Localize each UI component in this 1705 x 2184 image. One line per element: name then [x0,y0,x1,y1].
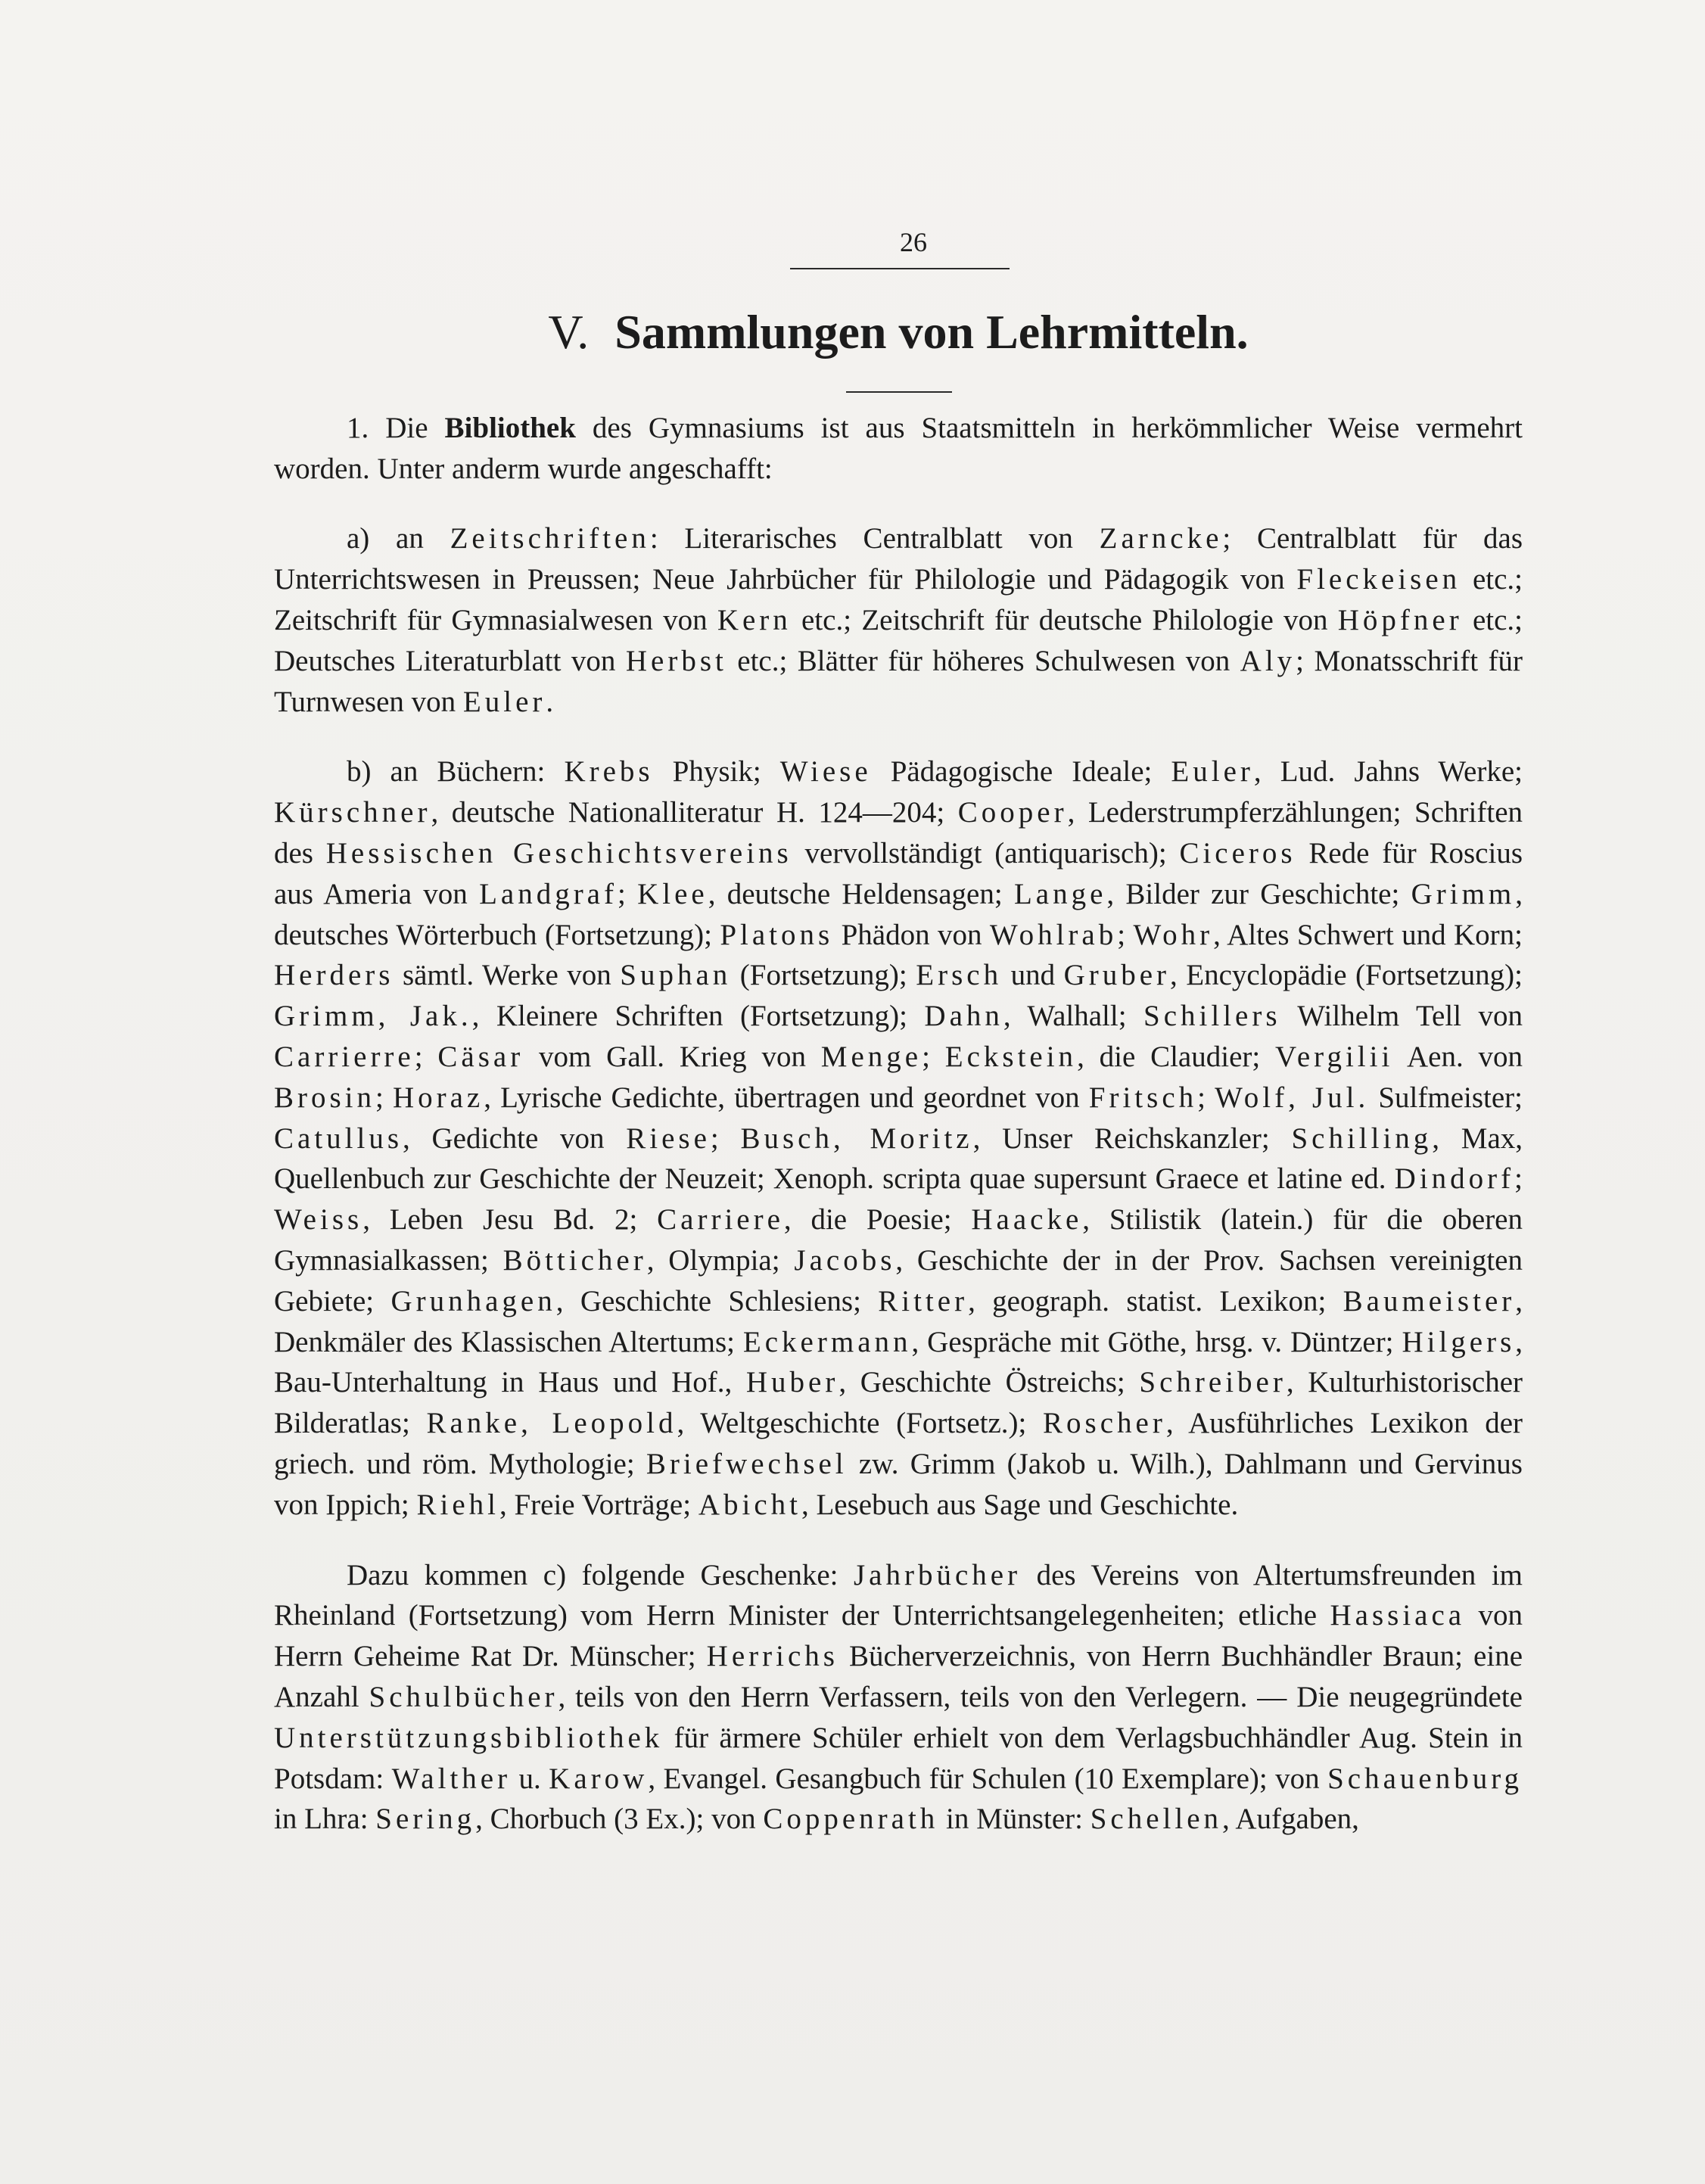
emphasized-name: Herders [274,959,394,992]
text-run: , Olympia; [646,1244,795,1277]
emphasized-name: Schilling [1291,1122,1433,1155]
text-run: (Fortsetzung); [731,959,916,992]
emphasized-name: Ranke, Leopold [426,1407,677,1440]
page-number: 26 [900,227,927,257]
emphasized-name: Landgraf [479,877,618,910]
emphasized-name: Zarncke [1099,522,1223,555]
text-run: , Gespräche mit Göthe, hrsg. v. Düntzer; [911,1325,1402,1358]
text-run: , Aufgaben, [1222,1803,1359,1836]
emphasized-name: Herrichs [706,1640,838,1673]
text-run: in Münster: [938,1803,1091,1836]
emphasized-name: Fritsch [1088,1081,1198,1114]
section-number: V. [548,305,590,359]
text-run: von Herrn Geheime Rat Dr. Münscher; [274,1599,1523,1673]
text-run: ; [922,1041,945,1074]
emphasized-name: Bötticher [502,1244,647,1277]
emphasized-name: Schreiber [1139,1366,1287,1399]
emphasized-name: Abicht [698,1488,801,1521]
text-run: etc.; Deutsches Literaturblatt von [274,604,1523,677]
emphasized-name: Walther [391,1762,512,1795]
emphasized-name: Herbst [625,644,727,677]
header-rule [790,268,1010,269]
section-heading [274,306,1523,359]
text-run: , Unser Reichskanzler; [972,1122,1292,1155]
text-run: , Kleinere Schriften (Fortsetzung); [471,1000,925,1033]
text-run: Phädon von [833,918,990,951]
text-run: , Lyrische Gedichte, übertragen und geordnet von [484,1081,1089,1114]
emphasized-name: Karow [549,1762,649,1795]
text-run: , Max, Quellenbuch zur Geschichte der Neuzeit; Xenoph. scripta quae supersunt Graece et latine ed. [274,1122,1523,1196]
text-run: , Weltgeschichte (Fortsetz.); [677,1407,1044,1440]
emphasized-name: Krebs [564,755,654,789]
text-run: etc.; Blätter für höheres Schulwesen von [726,644,1240,677]
text-run: ; [414,1041,438,1074]
text-run: Pädagogische Ideale; [871,755,1171,789]
emphasized-name: Grunhagen [390,1284,556,1318]
text-run: , Geschichte der in der Prov. Sachsen vereinigten Gebiete; [274,1244,1523,1318]
emphasized-name: Wolf, Jul. [1215,1081,1370,1114]
emphasized-name: Huber [745,1366,839,1399]
text-run: , Bilder zur Geschichte; [1106,877,1411,910]
emphasized-name: Schillers [1143,1000,1281,1033]
text-run: , Gedichte von [403,1122,627,1155]
text-run: , Geschichte Schlesiens; [555,1284,879,1318]
text-run: , Altes Schwert und Korn; [1213,918,1523,951]
text-run: , Freie Vorträge; [499,1488,698,1521]
emphasized-name: Lange [1013,877,1107,910]
emphasized-name: Roscher [1043,1407,1166,1440]
text-run: , deutsches Wörterbuch (Fortsetzung); [274,877,1523,951]
emphasized-name: Cäsar [437,1041,524,1074]
emphasized-name: Höpfner [1337,604,1463,637]
emphasized-name: Coppenrath [763,1803,939,1836]
text-run: ; [375,1081,393,1114]
emphasized-name: Cooper [957,796,1068,829]
text-run: , Stilistik (latein.) für die oberen Gymnasialkassen; [274,1203,1523,1277]
emphasized-name: Wohlrab [989,918,1118,951]
emphasized-name: Jacobs [794,1244,896,1277]
text-run: und [1002,959,1064,992]
text-run: Physik; [653,755,780,789]
emphasized-name: Kürschner [274,796,431,829]
text-run: , Leben Jesu Bd. 2; [362,1203,658,1237]
text-run: ; [1197,1081,1215,1114]
emphasized-name: Riehl [416,1488,499,1521]
emphasized-name: Wiese [779,755,872,789]
text-run: in Lhra: [274,1803,376,1836]
text-run: des Gymnasiums ist aus Staatsmitteln in herkömmlicher Weise vermehrt worden. Unter anderm wurde angeschafft: [274,411,1523,485]
text-run: Wilhelm Tell von [1280,1000,1523,1033]
emphasized-name: Vergilii [1275,1041,1394,1074]
emphasized-name: Carriere [657,1203,784,1237]
text-run: ; Monatsschrift für Turnwesen von [274,644,1523,718]
emphasized-name: Brosin [274,1081,376,1114]
text-run: etc.; Zeitschrift für Gymnasialwesen von [274,563,1523,637]
emphasized-name: Zeitschriften [450,522,650,555]
emphasized-name: Schellen [1090,1803,1223,1836]
text-run: u. [511,1762,549,1795]
text-run: , geograph. statist. Lexikon; [968,1284,1343,1318]
emphasized-name: Menge [820,1041,923,1074]
emphasized-name: Schulbücher [369,1680,558,1713]
text-run: a) an [347,522,450,555]
text-run: sämtl. Werke von [394,959,621,992]
text-run: etc.; Zeitschrift für deutsche Philologie von [791,604,1338,637]
section-title: Sammlungen von Lehrmitteln. [614,305,1249,359]
text-run: : Literarisches Centralblatt von [649,522,1100,555]
text-run: , Ausführliches Lexikon der griech. und röm. Mythologie; [274,1407,1523,1480]
text-run: , Walhall; [1003,1000,1144,1033]
emphasized-name: Aly [1240,644,1296,677]
text-run: , deutsche Nationalliteratur H. 124—204; [431,796,958,829]
text-run: , Bau-Unterhaltung in Haus und Hof., [274,1325,1523,1399]
emphasized-name: Grimm [1411,877,1516,910]
text-run: 1. Die [347,411,445,444]
emphasized-name: Catullus [274,1122,403,1155]
emphasized-name: Unterstützungsbibliothek [274,1721,664,1754]
emphasized-name: Hassiaca [1330,1599,1466,1632]
emphasized-name: Ersch [916,959,1003,992]
emphasized-name: Eckstein [944,1041,1078,1074]
text-run: Bücherverzeichnis, von Herrn Buchhändler Braun; eine Anzahl [274,1640,1523,1713]
emphasized-name: Hessischen Geschichtsvereins [325,837,792,870]
text-run: Sulfmeister; [1369,1081,1523,1114]
emphasized-name: Klee [637,877,708,910]
emphasized-name: Eckermann [742,1325,912,1358]
text-run: , Lud. Jahns Werke; [1253,755,1523,789]
text-run: vervollständigt (antiquarisch); [792,837,1180,870]
emphasized-name: Sering [375,1803,476,1836]
emphasized-name: Hilgers [1402,1325,1516,1358]
paragraph-zeitschriften [274,518,1523,722]
emphasized-name: Busch, Moritz [740,1122,973,1155]
text-run: ; [710,1122,741,1155]
emphasized-name: Haacke [971,1203,1083,1237]
heading-rule [846,391,952,393]
text-run: Aen. von [1393,1041,1523,1074]
emphasized-name: Dindorf [1394,1162,1515,1196]
text-run: , Chorbuch (3 Ex.); von [475,1803,764,1836]
emphasized-name: Jahrbücher [854,1558,1022,1591]
emphasized-name: Suphan [620,959,732,992]
text-run: ; [617,877,638,910]
paragraph-buechern [274,751,1523,1525]
text-run: für ärmere Schüler erhielt von dem Verlagsbuchhändler Aug. Stein in Potsdam: [274,1721,1523,1795]
text-run: , Kulturhistorischer Bilderatlas; [274,1366,1523,1440]
text-run: , Evangel. Gesangbuch für Schulen (10 Exemplare); von [648,1762,1328,1795]
text-run: , die Claudier; [1077,1041,1276,1074]
text-run: b) an Büchern: [347,755,565,789]
emphasized-name: Carrierre [274,1041,415,1074]
emphasized-name: Dahn [924,1000,1003,1033]
paragraph-intro [274,408,1523,490]
emphasized-name: Fleckeisen [1296,563,1461,596]
text-run: ; [1514,1162,1523,1196]
text-run: , Denkmäler des Klassischen Altertums; [274,1284,1523,1358]
emphasized-name: Riese [626,1122,711,1155]
emphasized-name: Horaz [392,1081,484,1114]
emphasized-name: Euler [1171,755,1254,789]
emphasized-name: Gruber [1063,959,1171,992]
emphasized-name: Grimm, Jak. [274,1000,472,1033]
text-run: , die Poesie; [783,1203,972,1237]
text-run: ; [1117,918,1134,951]
paragraph-geschenke [274,1555,1523,1840]
text-run: Dazu kommen c) folgende Geschenke: [347,1558,854,1591]
page-content [274,227,1523,1869]
emphasized-name: Wohr [1133,918,1214,951]
text-run: des Vereins von Altertumsfreunden im Rheinland (Fortsetzung) vom Herrn Minister der Unterrichtsangelegenheiten; etliche [274,1558,1523,1632]
emphasized-name: Baumeister [1343,1284,1516,1318]
emphasized-name: Schauenburg [1327,1762,1523,1795]
text-run: , Geschichte Östreichs; [838,1366,1140,1399]
emphasized-name: Platons [720,918,834,951]
text-run: Rede für Roscius aus Ameria von [274,837,1523,910]
text-run: . [546,685,554,718]
text-run: , teils von den Herrn Verfassern, teils von den Verlegern. — Die neugegründete [558,1680,1523,1713]
text-run: , Lesebuch aus Sage und Geschichte. [801,1488,1239,1521]
text-run: , deutsche Heldensagen; [708,877,1014,910]
text-run: zw. Grimm (Jakob u. Wilh.), Dahlmann und Gervinus von Ippich; [274,1448,1523,1521]
emphasized-name: Ciceros [1179,837,1296,870]
emphasized-name: Euler [462,685,546,718]
emphasized-name: Ritter [878,1284,969,1318]
emphasized-name: Briefwechsel [646,1448,848,1480]
text-run: vom Gall. Krieg von [524,1041,821,1074]
emphasized-name: Weiss [274,1203,363,1237]
bold-term: Bibliothek [444,411,576,444]
text-run: , Lederstrumpferzählungen; Schriften des [274,796,1523,870]
emphasized-name: Kern [717,604,792,637]
text-run: , Encyclopädie (Fortsetzung); [1170,959,1523,992]
text-run: ; Centralblatt für das Unterrichtswesen in Preussen; Neue Jahrbücher für Philologie und Pädagogik von [274,522,1523,596]
